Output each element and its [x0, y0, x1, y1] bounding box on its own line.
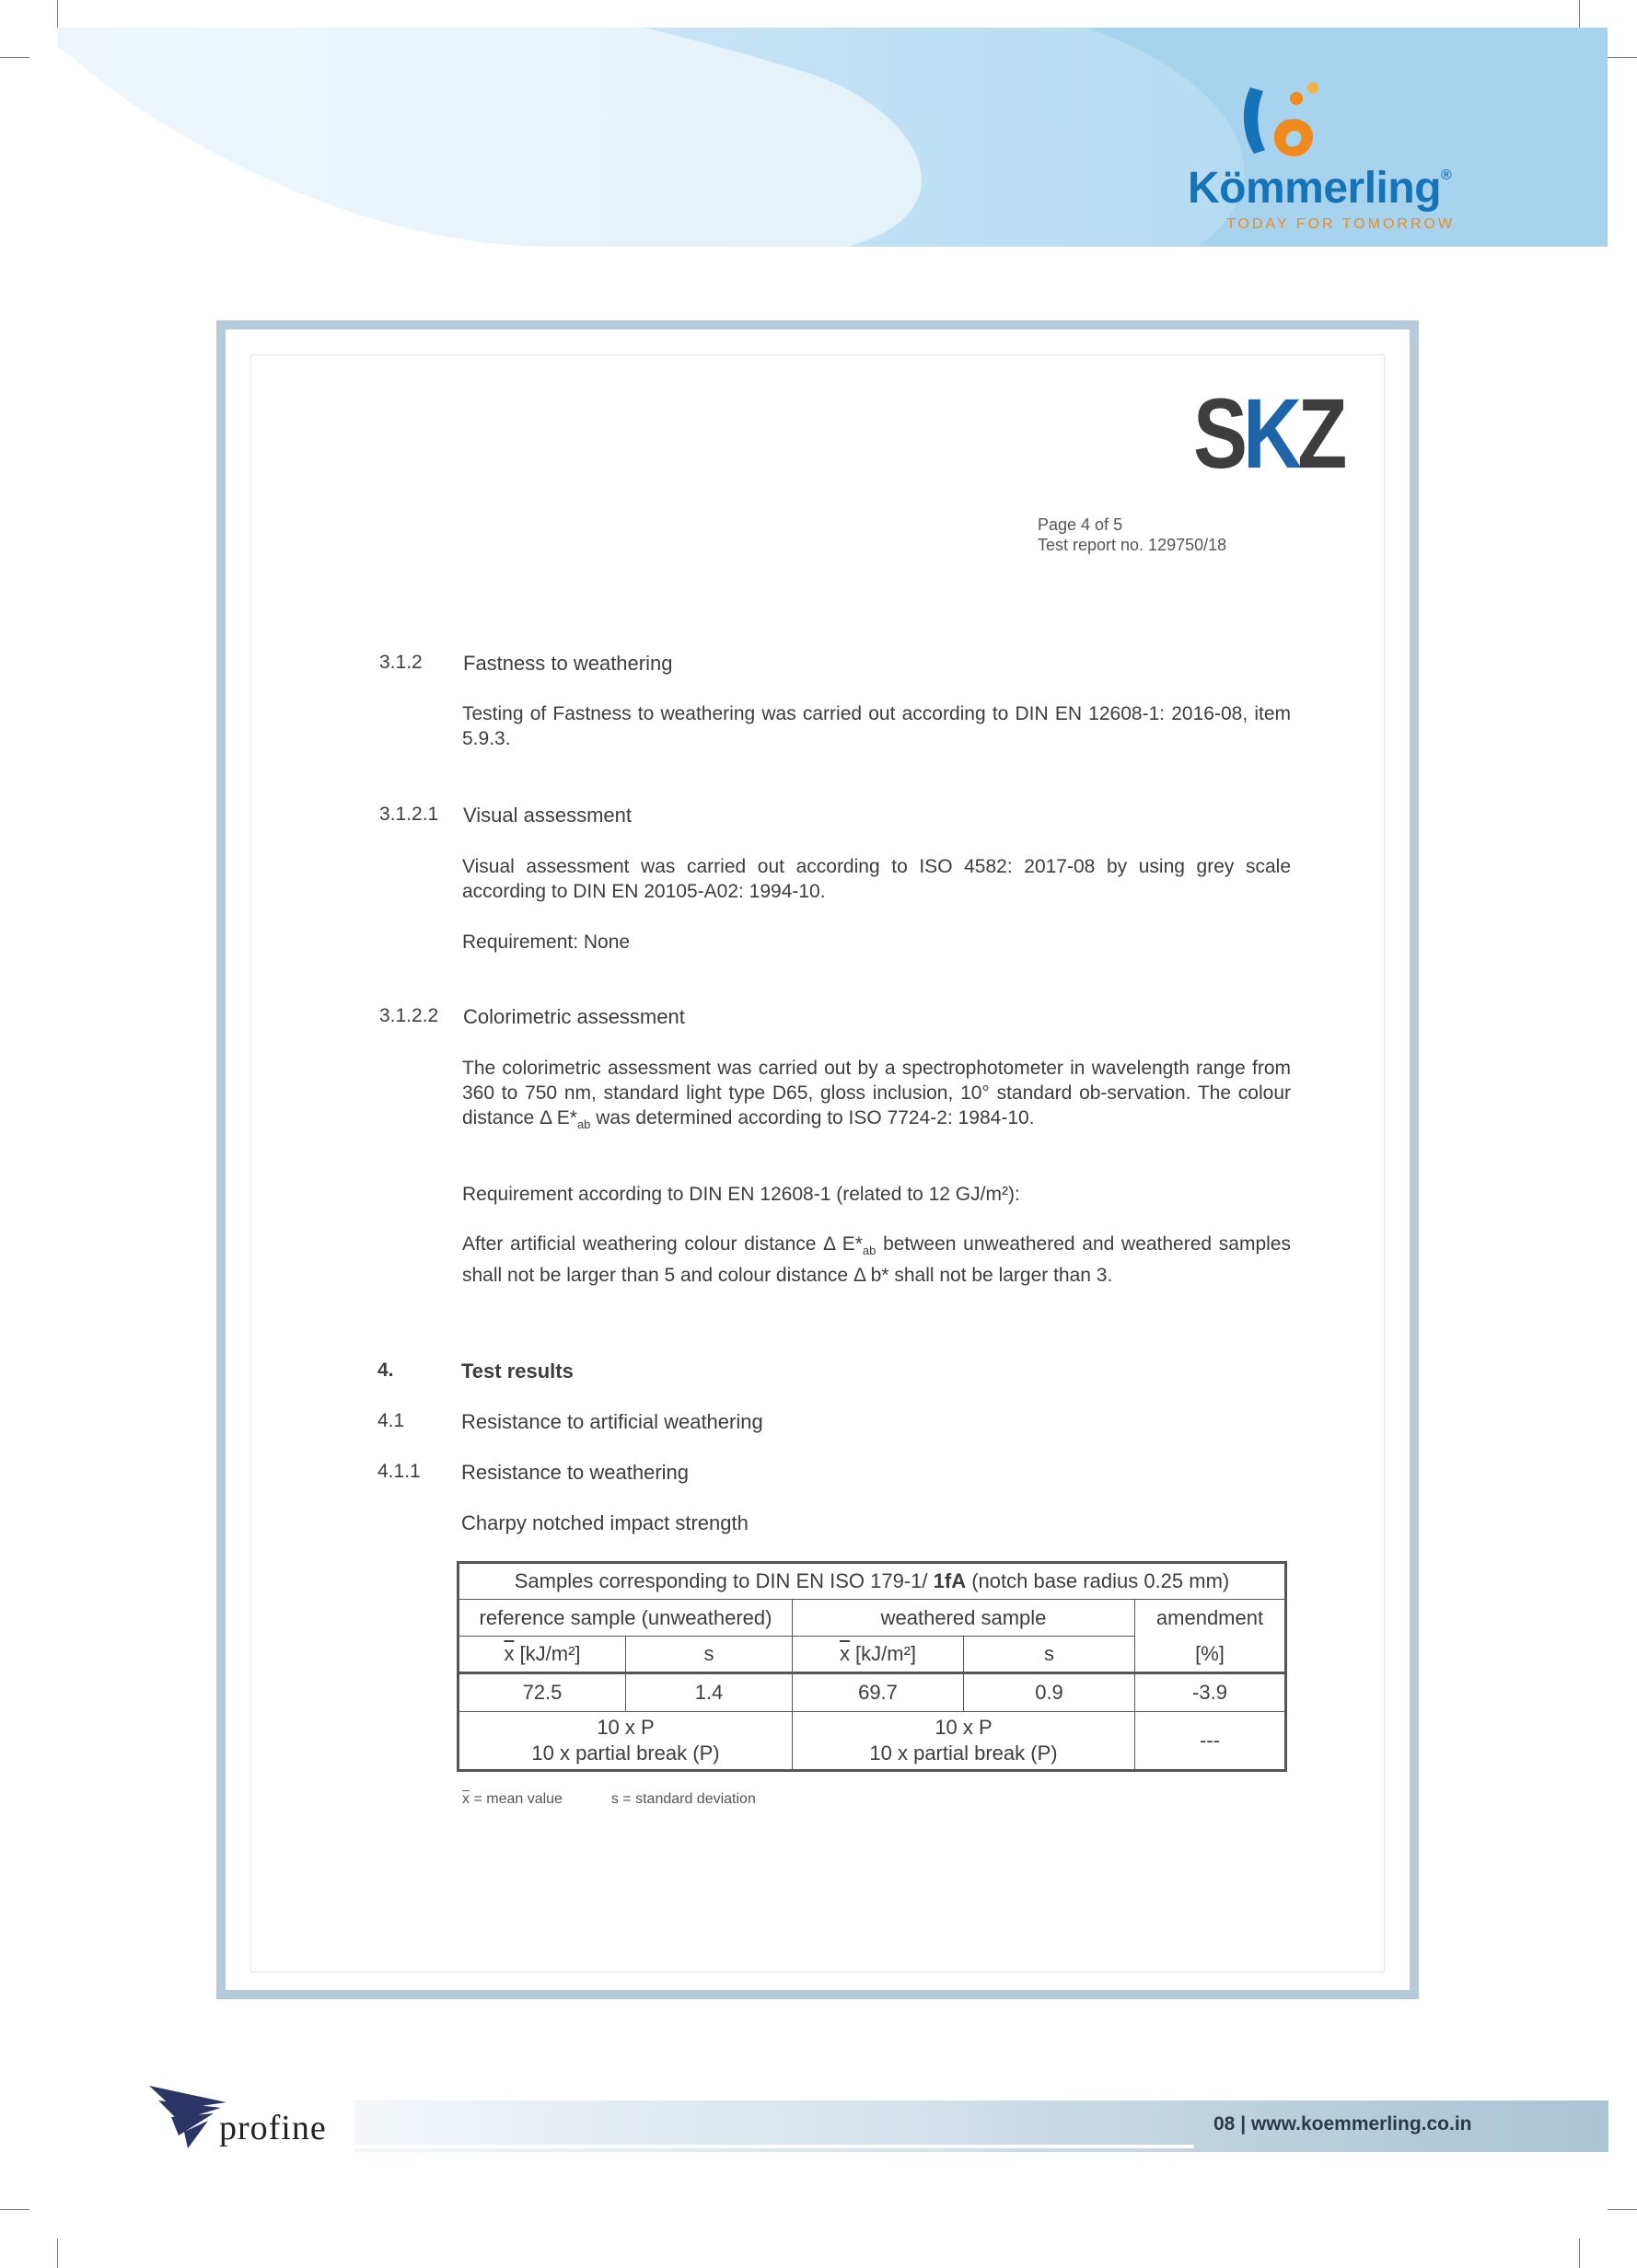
brand-tagline: TODAY FOR TOMORROW [1226, 216, 1456, 232]
section-title: Test results [461, 1360, 574, 1383]
report-number: Test report no. 129750/18 [1038, 536, 1227, 554]
section-number: 4. [377, 1360, 394, 1381]
visual-paragraph: Visual assessment was carried out according to ISO 4582: 2017-08 by using grey scale according to DIN EN 20105-A02: 1994-10. [462, 856, 1291, 902]
section-number: 3.1.2 [379, 652, 423, 673]
crop-mark [57, 2239, 58, 2268]
footer-divider [354, 2145, 1194, 2148]
fastness-paragraph: Testing of Fastness to weathering was carried out according to DIN EN 12608-1: 2016-08, item 5.9.3. [462, 703, 1291, 749]
sd-header: s [964, 1637, 1135, 1673]
reference-sd: 1.4 [626, 1673, 793, 1712]
percent-unit: [%] [1135, 1637, 1286, 1673]
section-number: 3.1.2.1 [379, 804, 439, 825]
table-legend: $\overline{x}$ = mean value s = standard deviation [462, 1791, 756, 1807]
section-number: 4.1 [377, 1410, 405, 1431]
weathered-sample-header: weathered sample [793, 1600, 1135, 1637]
weathered-sd: 0.9 [964, 1673, 1135, 1712]
amendment-header: amendment [1135, 1600, 1286, 1637]
section-title: Resistance to artificial weathering [461, 1410, 763, 1433]
reference-mean: 72.5 [459, 1673, 626, 1712]
section-title: Fastness to weathering [463, 652, 673, 675]
amendment-value: -3.9 [1135, 1673, 1286, 1712]
weathered-break: 10 x P 10 x partial break (P) [793, 1712, 1135, 1771]
mean-unit-header: $\overline{x}$ [kJ/m²] [459, 1637, 626, 1673]
table-title: Samples corresponding to DIN EN ISO 179-1/ 1fA (notch base radius 0.25 mm) [459, 1563, 1286, 1600]
mean-unit-header: $\overline{x}$ [kJ/m²] [793, 1637, 964, 1673]
crop-mark [0, 2209, 29, 2210]
section-title: Visual assessment [463, 804, 633, 827]
break-amendment: --- [1135, 1712, 1286, 1771]
section-number: 4.1.1 [377, 1461, 421, 1482]
brand-name: Kömmerling® [1188, 164, 1452, 213]
colorimetric-paragraph: The colorimetric assessment was carried out by a spectrophotometer in wavelength range from 360 to 750 nm, standard light type D65, gloss inclusion, 10° standard ob-servation. The colour distance Δ $E*_{ab}$ was determined according to ISO 7724-2: 1984-10. [462, 1058, 1291, 1132]
crop-mark [1579, 2239, 1580, 2268]
sd-header: s [626, 1637, 793, 1673]
visual-requirement: Requirement: None [462, 932, 631, 953]
profine-wing-icon [147, 2082, 230, 2156]
page-label: Page 4 of 5 [1038, 515, 1123, 534]
after-weathering-paragraph: After artificial weathering colour distance Δ $E*_{ab}$ between unweathered and weathered samples shall not be larger than 5 and colour distance Δ b* shall not be larger than 3. [462, 1233, 1291, 1287]
reference-break: 10 x P 10 x partial break (P) [459, 1712, 793, 1771]
results-table [457, 1561, 1287, 1772]
section-title: Resistance to weathering [461, 1461, 690, 1484]
crop-mark [1608, 2209, 1637, 2210]
charpy-label: Charpy notched impact strength [461, 1511, 749, 1534]
section-title: Colorimetric assessment [463, 1005, 685, 1028]
section-number: 3.1.2.2 [379, 1005, 439, 1026]
reference-sample-header: reference sample (unweathered) [459, 1600, 793, 1637]
kommerling-mark-icon [1234, 78, 1344, 166]
partner-name: profine [219, 2109, 327, 2147]
footer-page-url: 08 | www.koemmerling.co.in [1213, 2113, 1472, 2135]
requirement-paragraph: Requirement according to DIN EN 12608-1 (related to 12 GJ/m²): [462, 1184, 1020, 1205]
skz-logo: SKZ [1193, 377, 1343, 489]
profine-logo [147, 2082, 350, 2156]
kommerling-logo [1188, 78, 1501, 235]
weathered-mean: 69.7 [793, 1673, 964, 1712]
